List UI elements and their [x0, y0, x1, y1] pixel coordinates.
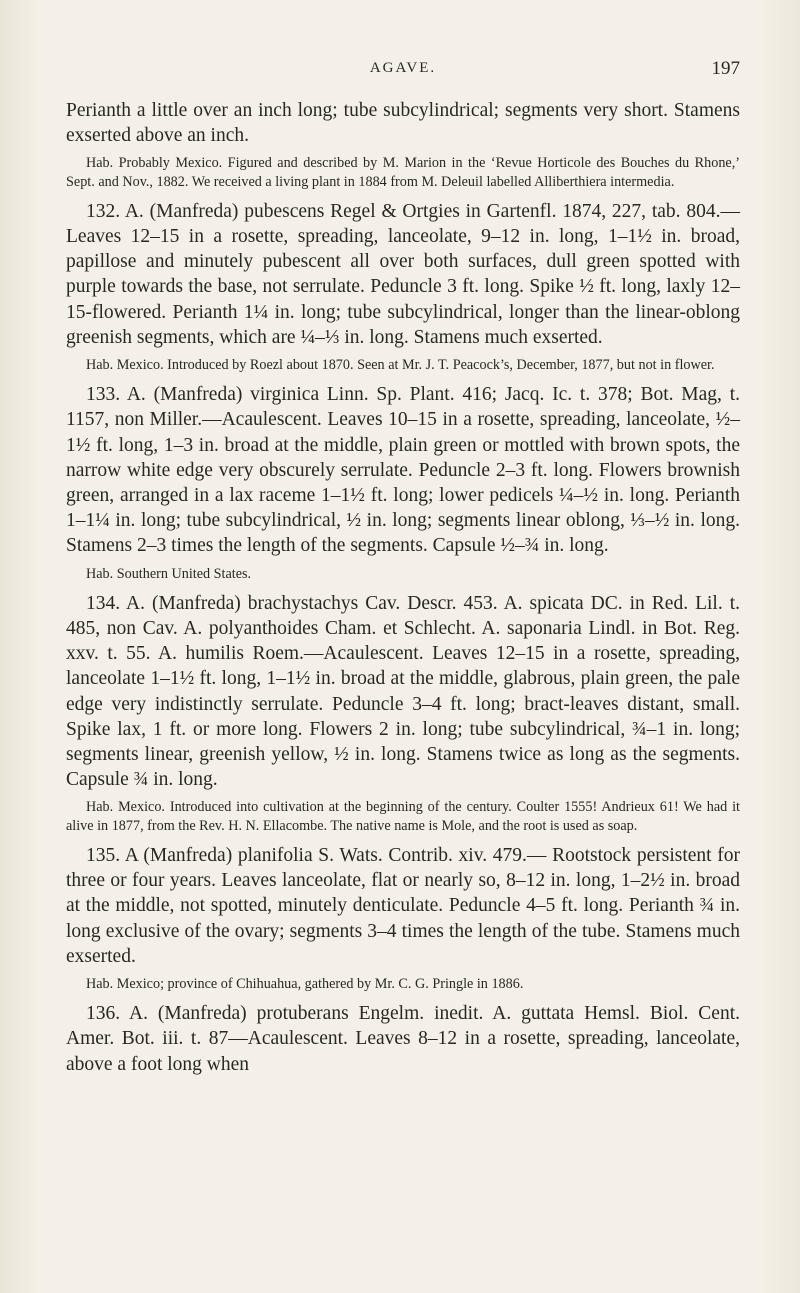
- species-entry-136: 136. A. (Manfreda) protuberans Engelm. inedit. A. guttata Hemsl. Biol. Cent. Amer. Bot. iii. t. 87—Acaulescent. Leaves 8–12 in a rosette, spreading, lanceolate, above a foot long when: [66, 1003, 740, 1075]
- page-number: 197: [711, 58, 740, 79]
- species-entry-133: 133. A. (Manfreda) virginica Linn. Sp. Plant. 416; Jacq. Ic. t. 378; Bot. Mag, t. 1157, non Miller.—Acaulescent. Leaves 10–15 in a rosette, spreading, lanceolate, ½–1½ ft. long, 1–3 in. broad at the middle, plain green or mottled with brown spots, the narrow white edge very obscurely serrulate. Peduncle 2–3 ft. long. Flowers brownish green, arranged in a lax raceme 1–1½ ft. long; lower pedicels ¼–½ in. long. Perianth 1–1¼ in. long; tube subcylindrical, ½ in. long; segments linear oblong, ⅓–½ in. long. Stamens 2–3 times the length of the segments. Capsule ½–¾ in. long.: [66, 384, 740, 557]
- species-entry-134: 134. A. (Manfreda) brachystachys Cav. Descr. 453. A. spicata DC. in Red. Lil. t. 485, non Cav. A. polyanthoides Cham. et Schlecht. A. saponaria Lindl. in Bot. Reg. xxv. t. 55. A. humilis Roem.—Acaulescent. Leaves 12–15 in a rosette, spreading, lanceolate 1–1½ ft. long, 1–1½ in. broad at the middle, glabrous, plain green, the pale edge very indistinctly serrulate. Peduncle 3–4 ft. long; bract-leaves distant, small. Spike lax, 1 ft. or more long. Flowers 2 in. long; tube subcylindrical, ¾–1 in. long; segments linear, greenish yellow, ½ in. long. Stamens twice as long as the segments. Capsule ¾ in. long.: [66, 592, 740, 791]
- habitat-note: Hab. Southern United States.: [86, 565, 252, 582]
- body-text: [66, 98, 740, 1077]
- species-entry-132: 132. A. (Manfreda) pubescens Regel & Ortgies in Gartenfl. 1874, 227, tab. 804.—Leaves 12–15 in a rosette, spreading, lanceolate, 9–12 in. long, 1–1½ in. broad, papillose and minutely pubescent all over both surfaces, dull green spotted with purple towards the base, not serrulate. Peduncle 3 ft. long. Spike ½ ft. long, laxly 12–15-flowered. Perianth 1¼ in. long; tube subcylindrical, longer than the linear-oblong greenish segments, which are ¼–⅓ in. long. Stamens much exserted.: [66, 200, 740, 348]
- species-entry-135: 135. A (Manfreda) planifolia S. Wats. Contrib. xiv. 479.— Rootstock persistent for three or four years. Leaves lanceolate, flat or nearly so, 8–12 in. long, 1–2½ in. broad at the middle, not spotted, minutely denticulate. Peduncle 4–5 ft. long. Perianth ¾ in. long exclusive of the ovary; segments 3–4 times the length of the tube. Stamens much exserted.: [66, 844, 740, 967]
- running-title: AGAVE.: [369, 60, 437, 76]
- paragraph-perianth-continuation: Perianth a little over an inch long; tube subcylindrical; segments very short. Stamens exserted above an inch.: [66, 100, 740, 147]
- habitat-note: Hab. Mexico; province of Chihuahua, gathered by Mr. C. G. Pringle in 1886.: [86, 975, 524, 992]
- habitat-note: Hab. Mexico. Introduced into cultivation at the beginning of the century. Coulter 1555! Andrieux 61! We had it alive in 1877, from the Rev. H. N. Ellacombe. The native name is Mole, and the root is used as soap.: [66, 799, 740, 834]
- running-head: [66, 60, 740, 86]
- habitat-note: Hab. Mexico. Introduced by Roezl about 1870. Seen at Mr. J. T. Peacock’s, December, 1877, but not in flower.: [86, 357, 715, 374]
- habitat-note: Hab. Probably Mexico. Figured and described by M. Marion in the ‘Revue Horticole des Bouches du Rhone,’ Sept. and Nov., 1882. We received a living plant in 1884 from M. Deleuil labelled Alliberthiera intermedia.: [66, 155, 740, 190]
